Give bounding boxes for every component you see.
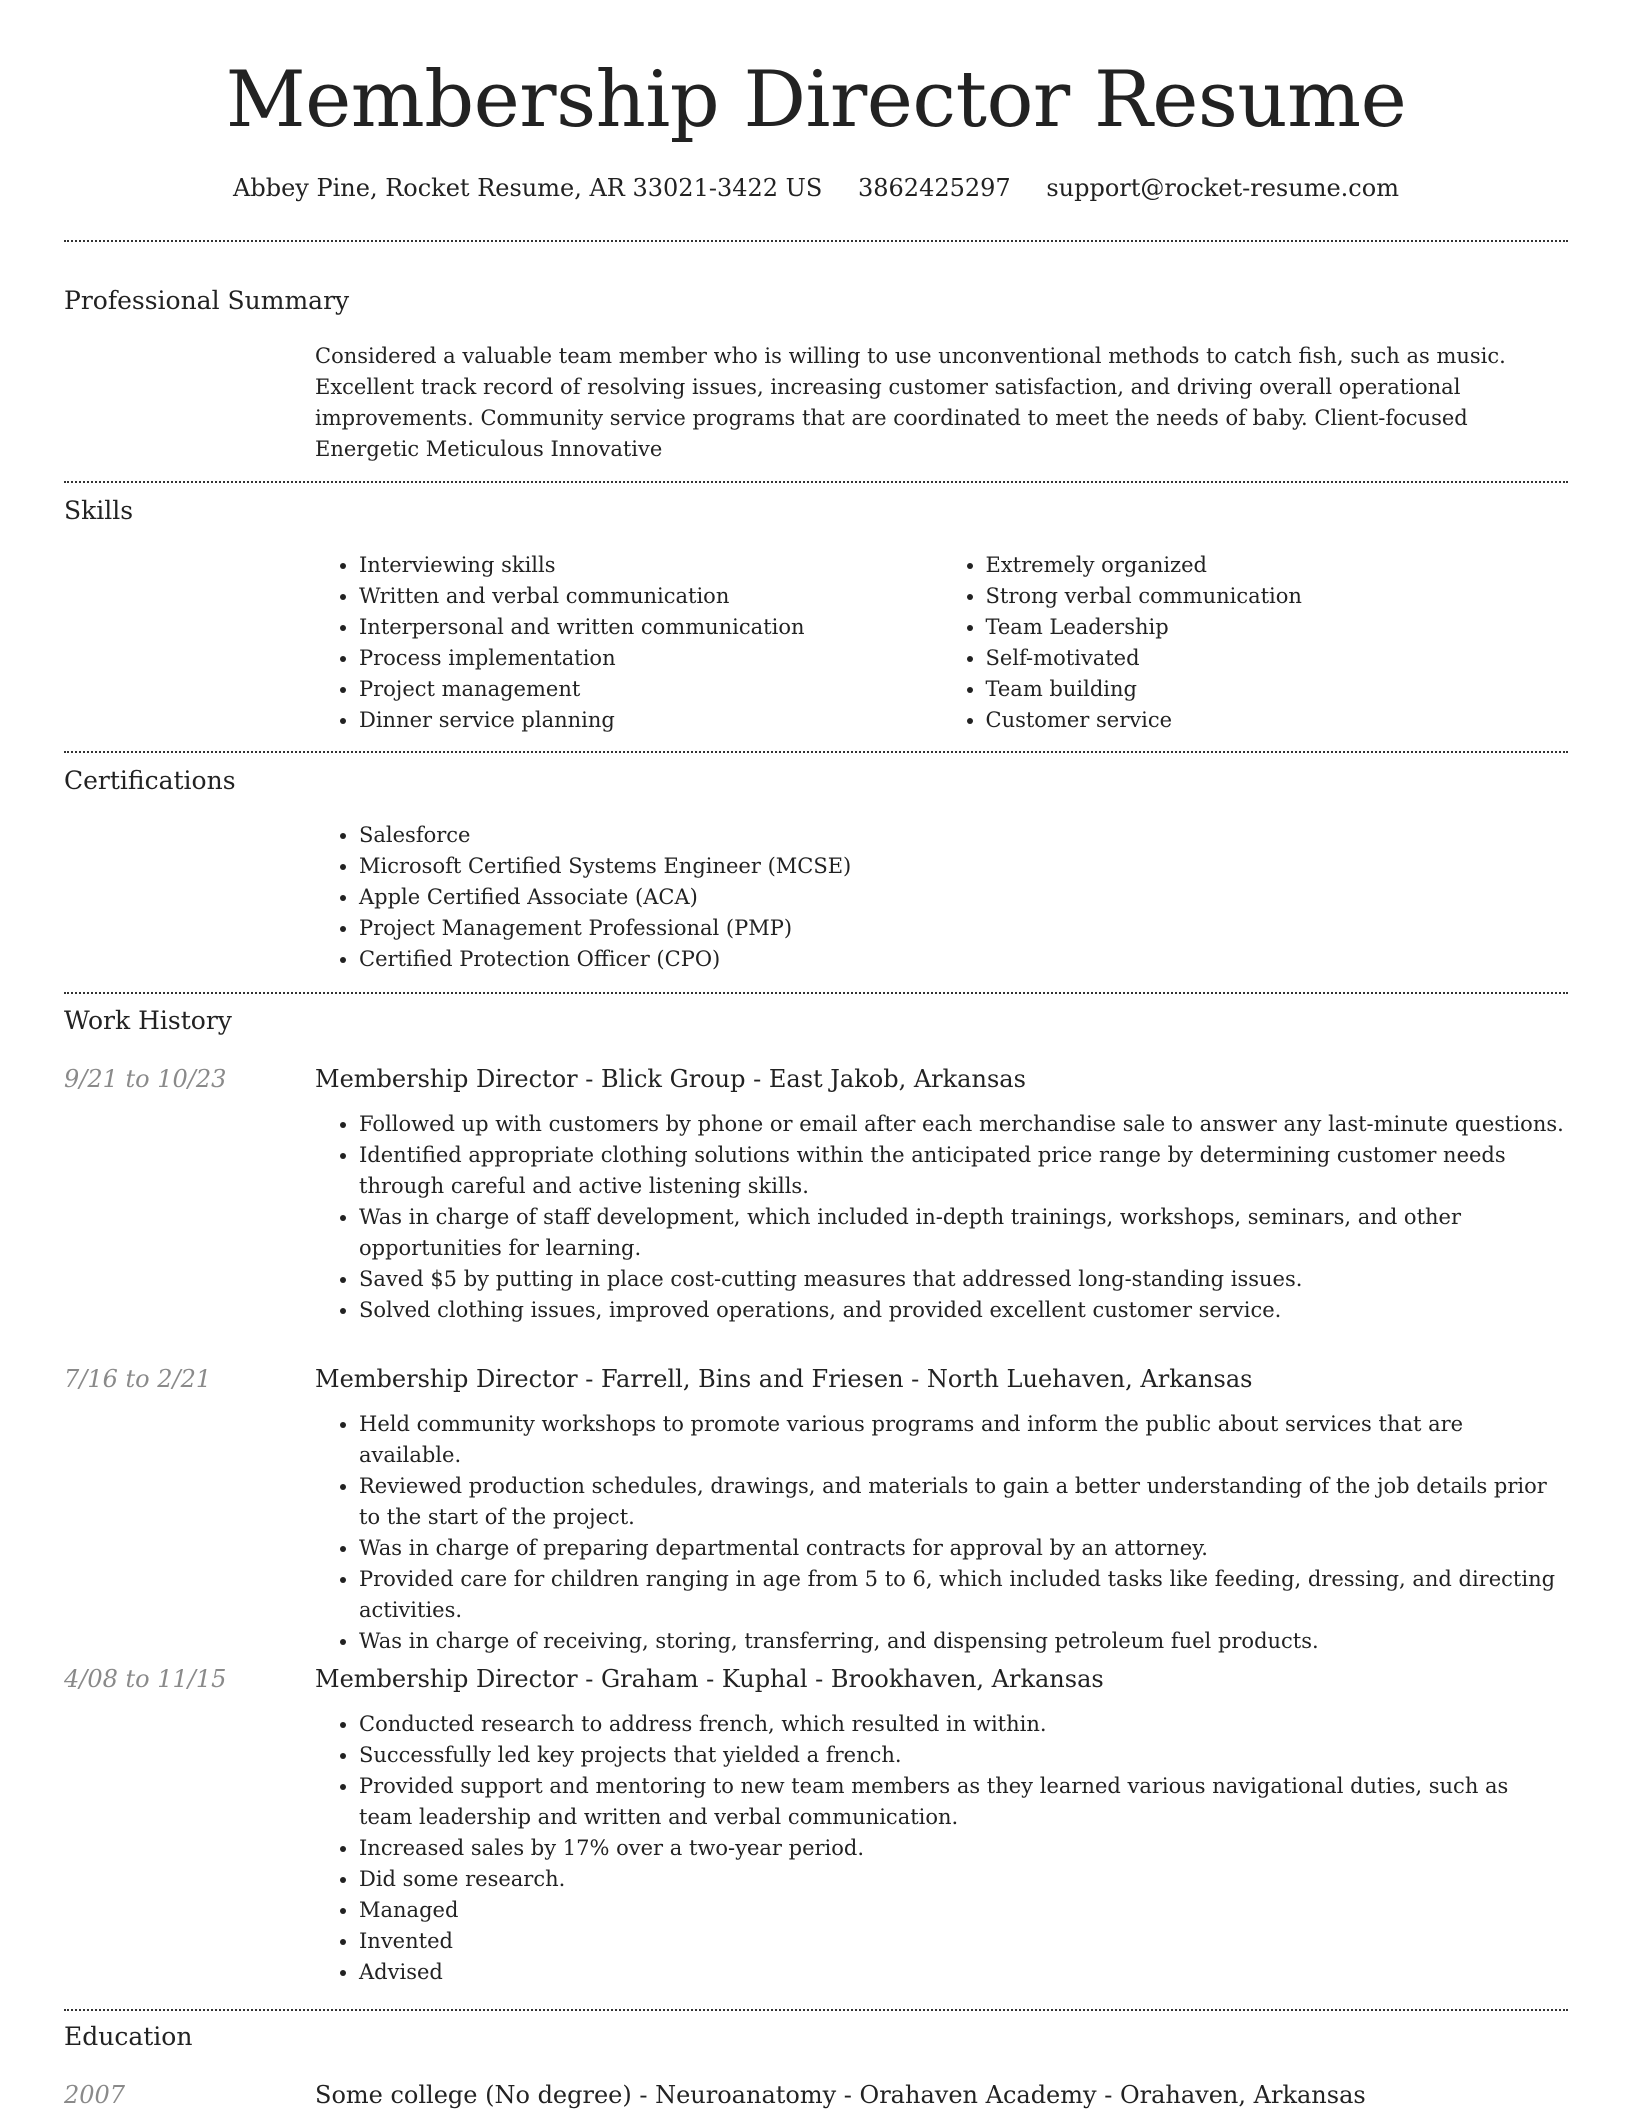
education-title: Some college (No degree) - Neuroanatomy - Orahaven Academy - Orahaven, Arkansas — [315, 2081, 1366, 2109]
job-bullet: • Successfully led key projects that yielded a french. — [359, 1740, 1568, 1771]
divider — [64, 2009, 1568, 2011]
job-bullets — [315, 1709, 1568, 1988]
job-bullet: • Was in charge of preparing departmental contracts for approval by an attorney. — [359, 1533, 1568, 1564]
job-title: Membership Director - Graham - Kuphal - Brookhaven, Arkansas — [315, 1665, 1104, 1693]
certifications-body — [315, 820, 1568, 975]
contact-phone: 3862425297 — [857, 174, 1011, 202]
job-entry — [315, 1063, 1568, 1326]
job-bullet: • Solved clothing issues, improved operations, and provided excellent customer service. — [359, 1295, 1568, 1326]
skill-item: • Dinner service planning — [359, 705, 942, 736]
job-bullet: • Held community workshops to promote various programs and inform the public about services that are available. — [359, 1409, 1568, 1471]
contact-email: support@rocket-resume.com — [1046, 174, 1399, 202]
skill-item: • Project management — [359, 674, 942, 705]
skill-item: • Team Leadership — [986, 612, 1569, 643]
skill-item: • Process implementation — [359, 643, 942, 674]
job-entry — [315, 1363, 1568, 1657]
job-bullet: • Provided care for children ranging in age from 5 to 6, which included tasks like feeding, dressing, and directing activities. — [359, 1564, 1568, 1626]
skills-right-list — [942, 550, 1569, 736]
education-heading: Education — [64, 2022, 193, 2051]
skill-item: • Team building — [986, 674, 1569, 705]
job-bullet: • Was in charge of receiving, storing, transferring, and dispensing petroleum fuel products. — [359, 1626, 1568, 1657]
contact-line — [64, 172, 1568, 204]
summary-heading: Professional Summary — [64, 286, 350, 315]
job-dates: 7/16 to 2/21 — [64, 1365, 212, 1393]
summary-body — [315, 341, 1568, 465]
job-bullet: • Managed — [359, 1895, 1568, 1926]
skills-heading: Skills — [64, 496, 134, 525]
job-bullet: • Reviewed production schedules, drawings, and materials to gain a better understanding of the job details prior to the start of the project. — [359, 1471, 1568, 1533]
skills-list — [315, 550, 1568, 736]
job-bullet: • Was in charge of staff development, which included in-depth trainings, workshops, seminars, and other opportunities for learning. — [359, 1202, 1568, 1264]
job-bullet: • Followed up with customers by phone or email after each merchandise sale to answer any last-minute questions. — [359, 1109, 1568, 1140]
certification-item: • Project Management Professional (PMP) — [359, 913, 1568, 944]
divider — [64, 481, 1568, 483]
divider — [64, 240, 1568, 242]
certifications-heading: Certifications — [64, 766, 236, 795]
job-title: Membership Director - Farrell, Bins and Friesen - North Luehaven, Arkansas — [315, 1365, 1253, 1393]
job-dates: 4/08 to 11/15 — [64, 1665, 227, 1693]
job-bullets — [315, 1109, 1568, 1326]
job-title: Membership Director - Blick Group - East Jakob, Arkansas — [315, 1065, 1026, 1093]
contact-address: Abbey Pine, Rocket Resume, AR 33021-3422 US — [233, 174, 823, 202]
skill-item: • Extremely organized — [986, 550, 1569, 581]
certification-item: • Salesforce — [359, 820, 1568, 851]
skills-left-list — [315, 550, 942, 736]
certification-item: • Certified Protection Officer (CPO) — [359, 944, 1568, 975]
job-bullet: • Advised — [359, 1957, 1568, 1988]
job-bullet: • Did some research. — [359, 1864, 1568, 1895]
job-bullet: • Provided support and mentoring to new team members as they learned various navigational duties, such as team leadership and written and verbal communication. — [359, 1771, 1568, 1833]
skill-item: • Written and verbal communication — [359, 581, 942, 612]
skill-item: • Interpersonal and written communication — [359, 612, 942, 643]
skill-item: • Interviewing skills — [359, 550, 942, 581]
job-bullet: • Saved $5 by putting in place cost-cutting measures that addressed long-standing issues. — [359, 1264, 1568, 1295]
certification-item: • Apple Certified Associate (ACA) — [359, 882, 1568, 913]
job-bullet: • Invented — [359, 1926, 1568, 1957]
job-dates: 9/21 to 10/23 — [64, 1065, 227, 1093]
job-entry — [315, 1663, 1568, 1988]
divider — [64, 751, 1568, 753]
skill-item: • Self-motivated — [986, 643, 1569, 674]
education-entry — [315, 2079, 1568, 2125]
certifications-list — [315, 820, 1568, 975]
skill-item: • Strong verbal communication — [986, 581, 1569, 612]
resume-title: Membership Director Resume — [225, 55, 1407, 145]
work-heading: Work History — [64, 1006, 232, 1035]
job-bullet: • Increased sales by 17% over a two-year period. — [359, 1833, 1568, 1864]
education-date: 2007 — [64, 2081, 126, 2109]
job-bullets — [315, 1409, 1568, 1657]
divider — [64, 992, 1568, 994]
job-bullet: • Identified appropriate clothing solutions within the anticipated price range by determining customer needs through careful and active listening skills. — [359, 1140, 1568, 1202]
certification-item: • Microsoft Certified Systems Engineer (MCSE) — [359, 851, 1568, 882]
skill-item: • Customer service — [986, 705, 1569, 736]
job-bullet: • Conducted research to address french, which resulted in within. — [359, 1709, 1568, 1740]
summary-text: Considered a valuable team member who is willing to use unconventional methods to catch fish, such as music. Excellent track record of resolving issues, increasing customer satisfaction, and driving overall operational improvements. Community service programs that are coordinated to meet the needs of baby. Client-focused Energetic Meticulous Innovative — [315, 344, 1506, 461]
